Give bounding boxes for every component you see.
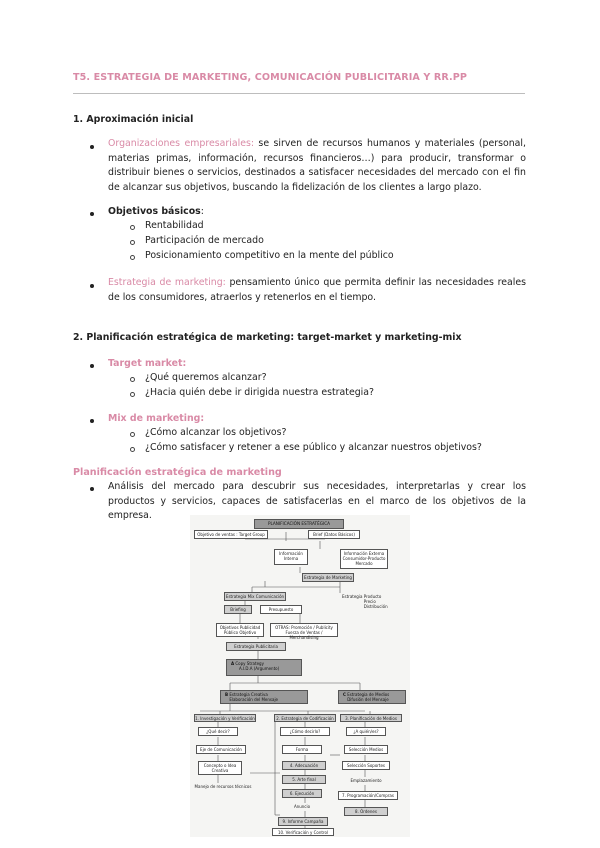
org-label: Organizaciones empresariales: bbox=[108, 138, 255, 149]
node-eje: Eje de Comunicación bbox=[196, 745, 246, 754]
mix-item: ¿Cómo alcanzar los objetivos? bbox=[145, 427, 287, 438]
objetivo-item: Rentabilidad bbox=[145, 220, 204, 231]
mix-list: Producto Precio Distribución bbox=[363, 594, 388, 609]
node-objetivos-pub: Objetivos Publicidad Público Objetivo bbox=[216, 623, 264, 637]
node-estrategia-pub: Estrategia Publicitaria bbox=[226, 642, 286, 651]
node-estrategia-mk: Estrategia de Marketing bbox=[302, 573, 354, 582]
node-estrategia-mix: Estrategia Mix Comunicación bbox=[225, 594, 285, 599]
circle-bullet-icon bbox=[130, 432, 135, 437]
node-a-quien: ¿A quién/es? bbox=[346, 727, 386, 736]
copy-label: Copy Strategy bbox=[235, 661, 264, 666]
node-anuncio: Anuncio bbox=[293, 804, 311, 809]
section-2-heading: 2. Planificación estratégica de marketing: target-market y marketing-mix bbox=[73, 332, 462, 343]
node-objetivo: Objetivo de ventas : Target Group bbox=[194, 530, 268, 539]
document-title: T5. ESTRATEGIA DE MARKETING, COMUNICACIÓN PUBLICITARIA Y RR.PP bbox=[73, 72, 468, 83]
org-paragraph bbox=[108, 137, 526, 195]
node-seleccion: Selección Medios bbox=[344, 745, 388, 754]
circle-bullet-icon bbox=[130, 225, 135, 230]
diagram-title: PLANIFICACIÓN ESTRATÉGICA bbox=[254, 519, 344, 529]
mix-label: Mix de marketing: bbox=[108, 413, 205, 424]
node-medios bbox=[338, 690, 406, 704]
node-presupuesto: Presupuesto bbox=[260, 605, 302, 614]
section-3-paragraph: Análisis del mercado para descubrir sus necesidades, interpretarlas y crear los productos y servicios, capaces de satisfacerlas en el marco de los objetivos de la empresa. bbox=[108, 481, 526, 521]
circle-bullet-icon bbox=[130, 255, 135, 260]
node-emplazamiento: Emplazamiento bbox=[350, 778, 382, 783]
node-arte: 5. Arte final bbox=[282, 775, 326, 784]
node-briefing: Briefing bbox=[224, 605, 252, 614]
circle-bullet-icon bbox=[130, 377, 135, 382]
node-ejecucion: 6. Ejecución bbox=[282, 789, 322, 798]
creativa-label: Estrategia Creativa Elaboración del Mensaje bbox=[229, 692, 279, 702]
org-text: se sirven de recursos humanos y materiales (personal, materias primas, información, recursos financieros…) para producir, transformar o distribuir bienes o servicios, destinados a satisfacer necesidades del mercado con el fin de alcanzar sus objetivos, buscando la fidelización de los clientes a largo plazo. bbox=[108, 138, 527, 193]
node-ordenes: 8. Órdenes bbox=[344, 807, 388, 816]
bullet-icon bbox=[90, 487, 94, 491]
objetivos-colon: : bbox=[200, 206, 204, 217]
copy-num: A bbox=[231, 661, 235, 666]
planificacion-diagram bbox=[190, 515, 410, 837]
node-planificacion: 3. Planificación de Medios bbox=[340, 714, 402, 722]
bullet-icon bbox=[90, 212, 94, 216]
medios-label: Estrategia de Medios Difusión del Mensaje bbox=[347, 692, 390, 702]
section-3-heading: Planificación estratégica de marketing bbox=[73, 467, 282, 478]
objetivos-label: Objetivos básicos bbox=[108, 206, 201, 217]
node-programacion: 7. Programación/Compras bbox=[338, 791, 398, 800]
objetivo-item: Posicionamiento competitivo en la mente del público bbox=[145, 250, 394, 261]
node-creativa bbox=[220, 690, 308, 704]
estrategia-paragraph bbox=[108, 276, 526, 305]
bullet-icon bbox=[90, 145, 94, 149]
node-seleccion-soportes: Selección Soportes bbox=[342, 761, 390, 770]
target-item: ¿Hacia quién debe ir dirigida nuestra estrategia? bbox=[145, 387, 374, 398]
bullet-icon bbox=[90, 284, 94, 288]
estrategia-label: Estrategia de marketing: bbox=[108, 277, 226, 288]
creativa-num: B bbox=[225, 692, 229, 697]
objetivo-item: Participación de mercado bbox=[145, 235, 264, 246]
objetivos-heading bbox=[108, 205, 526, 220]
node-adecuacion: 4. Adecuación bbox=[282, 761, 326, 770]
estrategia-right-label: Estrategia bbox=[342, 594, 363, 599]
bullet-icon bbox=[90, 364, 94, 368]
title-divider bbox=[73, 93, 525, 94]
medios-num: C bbox=[343, 692, 346, 697]
node-info-ext: Información Externa Consumidor-Producto Mercado bbox=[340, 549, 388, 569]
node-verificacion: 10. Verificación y Control bbox=[272, 828, 334, 836]
target-item: ¿Qué queremos alcanzar? bbox=[145, 372, 267, 383]
node-investigacion: 1. Investigación y Verificación bbox=[195, 716, 255, 721]
circle-bullet-icon bbox=[130, 392, 135, 397]
section-1-heading: 1. Aproximación inicial bbox=[73, 114, 194, 125]
node-copy bbox=[226, 659, 302, 676]
circle-bullet-icon bbox=[130, 240, 135, 245]
node-forma: Forma bbox=[282, 745, 322, 754]
node-estrategia-right bbox=[342, 593, 402, 611]
estrategia-text: pensamiento único que permita definir las necesidades reales de los consumidores, atraerlos y retenerlos en el tiempo. bbox=[108, 277, 526, 303]
node-que-decir: ¿Qué decir? bbox=[198, 727, 238, 736]
node-codificacion: 2. Estrategia de Codificación bbox=[274, 714, 336, 722]
mix-item: ¿Cómo satisfacer y retener a ese público y alcanzar nuestros objetivos? bbox=[145, 442, 482, 453]
node-brief: Brief (Datos Básicos) bbox=[308, 530, 360, 539]
node-como-decir: ¿Cómo decirlo? bbox=[280, 727, 330, 736]
node-otros: OTRAS: Promoción / Publicity Fuerza de Ventas / Merchandising bbox=[270, 623, 338, 637]
node-informe: 9. Informe Campaña bbox=[278, 817, 328, 826]
node-info: Información Interna bbox=[274, 549, 308, 565]
circle-bullet-icon bbox=[130, 447, 135, 452]
bullet-icon bbox=[90, 419, 94, 423]
node-manejo: Manejo de recursos técnicos bbox=[194, 784, 252, 789]
copy-sub: A.I.D.A (Argumento) bbox=[239, 666, 280, 671]
node-concepto: Concepto o Idea Creativa bbox=[198, 761, 242, 775]
target-label: Target market: bbox=[108, 358, 187, 369]
